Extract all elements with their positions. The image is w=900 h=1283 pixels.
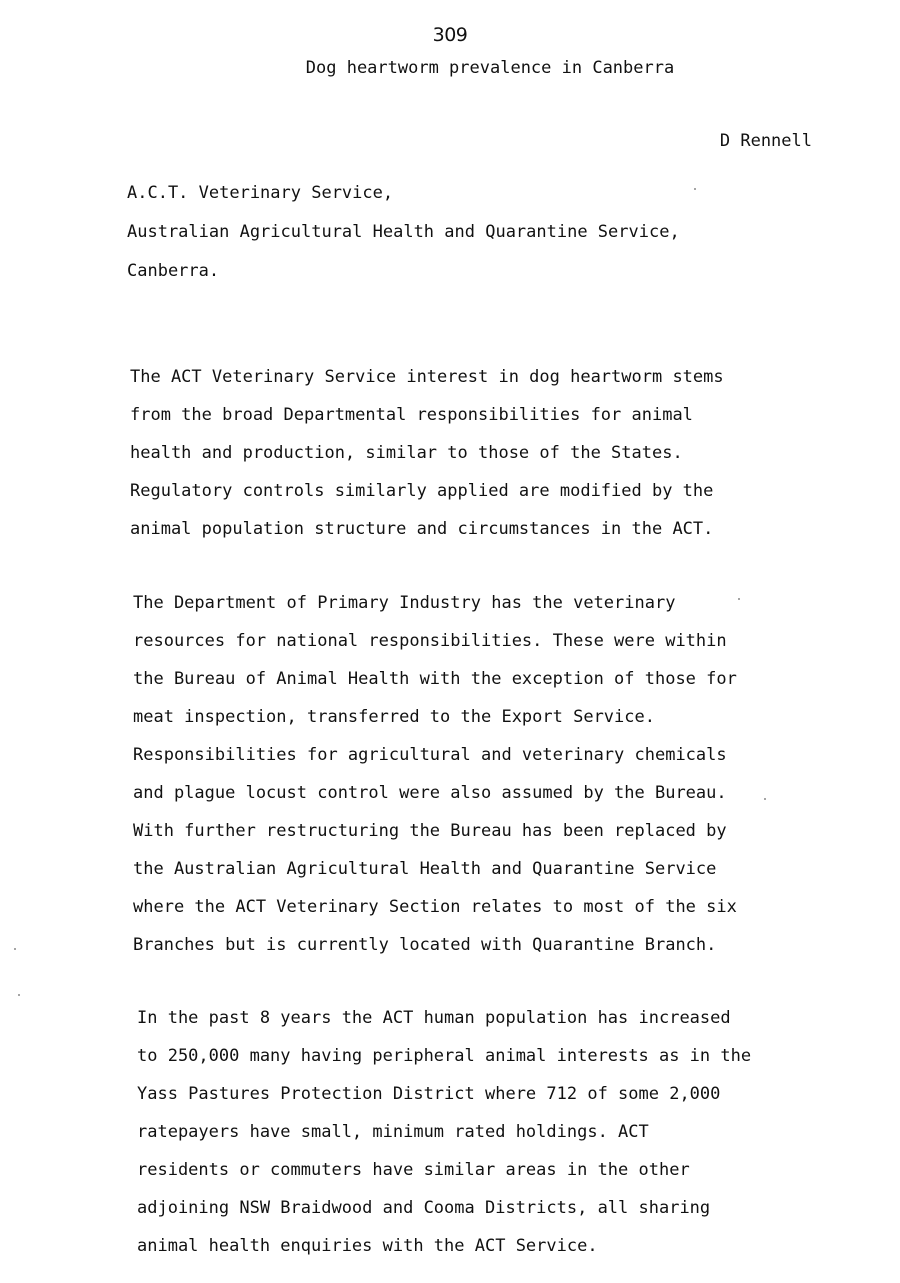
author-name: D Rennell	[719, 131, 812, 151]
text-line: health and production, similar to those of the States.	[130, 443, 683, 463]
text-line: With further restructuring the Bureau has been replaced by	[133, 821, 727, 841]
text-line: where the ACT Veterinary Section relates to most of the six	[133, 897, 737, 917]
text-line: the Australian Agricultural Health and Quarantine Service	[133, 859, 717, 879]
text-line: the Bureau of Animal Health with the exception of those for	[133, 669, 737, 689]
text-line: to 250,000 many having peripheral animal interests as in the	[137, 1046, 752, 1066]
text-line: Yass Pastures Protection District where 712 of some 2,000	[137, 1084, 721, 1104]
page-number: 309	[432, 24, 468, 46]
text-line: In the past 8 years the ACT human population has increased	[137, 1008, 731, 1028]
text-line: Regulatory controls similarly applied are modified by the	[130, 481, 714, 501]
document-title: Dog heartworm prevalence in Canberra	[305, 58, 675, 78]
scan-speck	[764, 798, 766, 800]
text-line: ratepayers have small, minimum rated holdings. ACT	[137, 1122, 649, 1142]
scan-speck	[18, 994, 20, 996]
scan-speck	[694, 188, 696, 190]
scan-speck	[14, 948, 16, 950]
text-line: animal population structure and circumstances in the ACT.	[130, 519, 714, 539]
text-line: Branches but is currently located with Quarantine Branch.	[133, 935, 717, 955]
text-line: residents or commuters have similar areas in the other	[137, 1160, 690, 1180]
paragraph	[130, 358, 724, 548]
affiliation-block	[127, 174, 680, 291]
text-line: The ACT Veterinary Service interest in dog heartworm stems	[130, 367, 724, 387]
text-line: and plague locust control were also assumed by the Bureau.	[133, 783, 727, 803]
text-line: Responsibilities for agricultural and veterinary chemicals	[133, 745, 727, 765]
paragraph	[133, 584, 737, 964]
text-line: The Department of Primary Industry has the veterinary	[133, 593, 676, 613]
affiliation-line: A.C.T. Veterinary Service,	[127, 183, 394, 203]
affiliation-line: Canberra.	[127, 261, 220, 281]
affiliation-line: Australian Agricultural Health and Quarantine Service,	[127, 222, 680, 242]
text-line: adjoining NSW Braidwood and Cooma Districts, all sharing	[137, 1198, 711, 1218]
scan-speck	[738, 598, 740, 600]
text-line: animal health enquiries with the ACT Service.	[137, 1236, 598, 1256]
paragraph	[137, 999, 751, 1265]
text-line: resources for national responsibilities. These were within	[133, 631, 727, 651]
text-line: from the broad Departmental responsibilities for animal	[130, 405, 693, 425]
text-line: meat inspection, transferred to the Export Service.	[133, 707, 655, 727]
